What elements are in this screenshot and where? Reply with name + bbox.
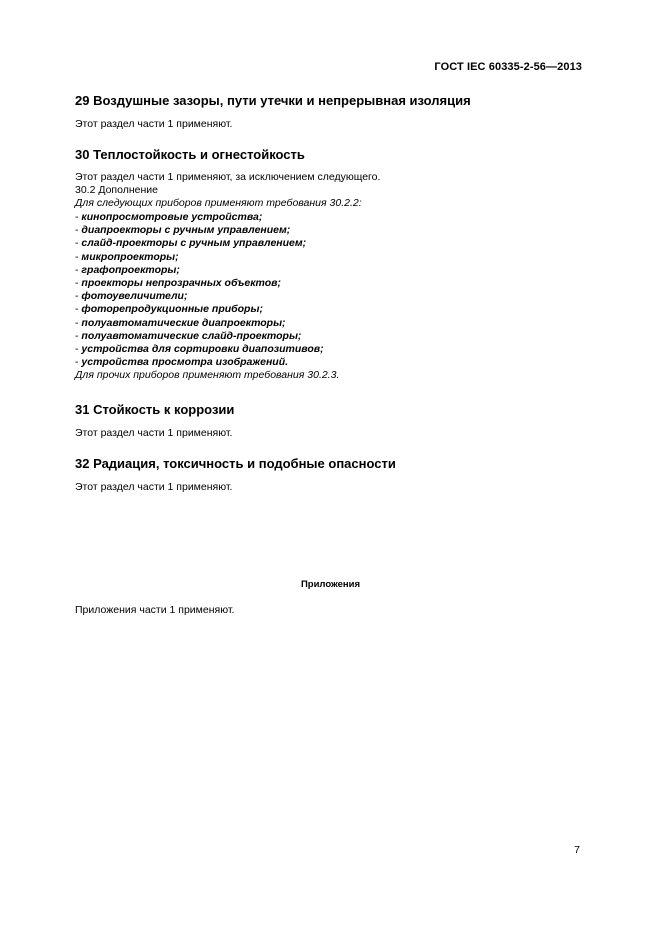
list-item: - слайд-проекторы с ручным управлением;: [75, 237, 307, 250]
list-item: - проекторы непрозрачных объектов;: [75, 277, 281, 290]
list-item: - фотоувеличители;: [75, 290, 188, 303]
list-item: - фоторепродукционные приборы;: [75, 303, 263, 316]
subsection-30-2-outro: Для прочих приборов применяют требования 30.2.3.: [75, 369, 340, 382]
section-29-heading: 29 Воздушные зазоры, пути утечки и непрерывная изоляция: [75, 93, 471, 108]
subsection-30-2-intro: Для следующих приборов применяют требования 30.2.2:: [75, 197, 362, 209]
annexes-text: Приложения части 1 применяют.: [75, 604, 235, 616]
list-item: - устройства просмотра изображений.: [75, 356, 289, 369]
list-item: - полуавтоматические диапроекторы;: [75, 316, 286, 329]
section-31-text: Этот раздел части 1 применяют.: [75, 427, 233, 439]
section-31-heading: 31 Стойкость к коррозии: [75, 402, 235, 417]
list-item: - диапроекторы с ручным управлением;: [75, 224, 291, 237]
document-code: ГОСТ IEC 60335-2-56—2013: [434, 61, 582, 73]
appliance-list: [75, 211, 339, 383]
section-29-text: Этот раздел части 1 применяют.: [75, 118, 233, 130]
page-number: 7: [574, 844, 580, 856]
list-item: - кинопросмотровые устройства;: [75, 211, 263, 223]
section-32-text: Этот раздел части 1 применяют.: [75, 481, 233, 493]
section-30-heading: 30 Теплостойкость и огнестойкость: [75, 147, 305, 162]
list-item: - микропроекторы;: [75, 250, 179, 263]
subsection-30-2-title: 30.2 Дополнение: [75, 184, 158, 196]
list-item: - устройства для сортировки диапозитивов;: [75, 343, 324, 356]
section-32-heading: 32 Радиация, токсичность и подобные опасности: [75, 456, 396, 471]
section-30-text: Этот раздел части 1 применяют, за исключением следующего.: [75, 171, 381, 183]
annexes-title: Приложения: [300, 579, 361, 590]
list-item: - графопроекторы;: [75, 263, 180, 276]
list-item: - полуавтоматические слайд-проекторы;: [75, 329, 302, 342]
